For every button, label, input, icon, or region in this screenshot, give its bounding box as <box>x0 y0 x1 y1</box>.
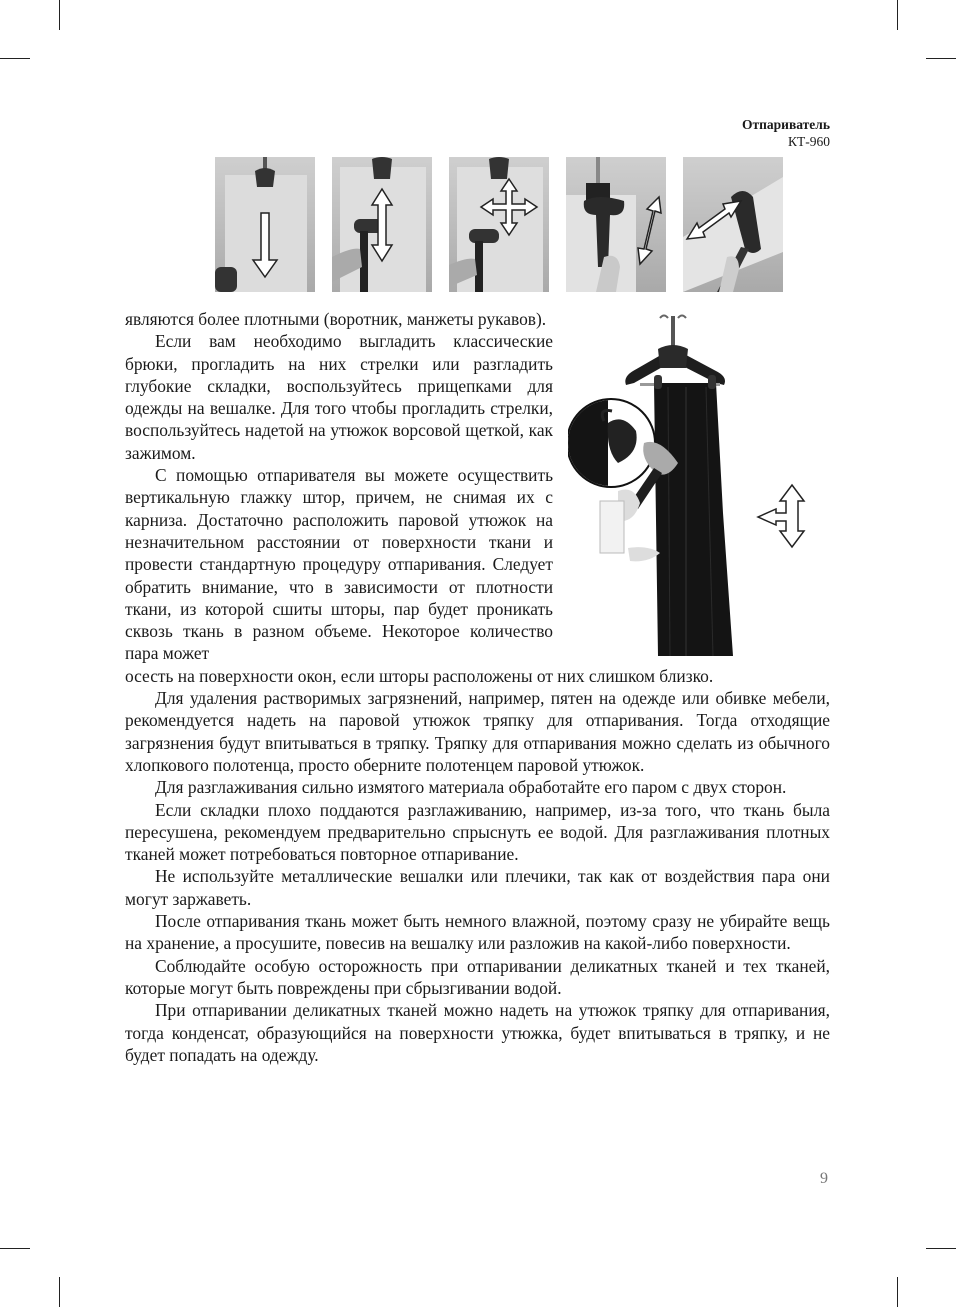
paragraph: Если складки плохо поддаются разглаживанию, например, из-за того, что ткань была пересушена, рекомендуем предварительно спрыснуть ее водой. Для разглаживания плотных тканей может потребоваться повторное отпаривание. <box>125 799 830 865</box>
header-title: Отпариватель <box>742 117 830 132</box>
paragraph: Соблюдайте особую осторожность при отпаривании деликатных тканей и тех тканей, которые могут быть повреждены при сбрызгивании водой. <box>125 955 830 998</box>
body-text <box>125 308 830 1066</box>
crop-mark <box>0 58 30 59</box>
paragraph: Если вам необходимо выгладить классические брюки, прогладить на них стрелки или разгладить глубокие складки, воспользуйтесь прищепками для одежды на вешалке. Для того чтобы прогладить стрелки, воспользуйтесь надетой на утюжок ворсовой щеткой, как зажимом. <box>125 331 553 463</box>
photo-shirt-arrow-down <box>215 157 315 292</box>
paragraph: являются более плотными (воротник, манжеты рукавов). <box>125 309 547 329</box>
narrow-column <box>125 308 553 665</box>
crop-mark <box>897 0 898 30</box>
photo-sleeve-arrow-diagonal <box>683 157 783 292</box>
crop-mark <box>897 1277 898 1307</box>
paragraph: При отпаривании деликатных тканей можно надеть на утюжок тряпку для отпаривания, тогда конденсат, образующийся на поверхности утюжка, будет впитываться в тряпку, и не будет попадать на одежду. <box>125 1000 830 1065</box>
paragraph: С помощью отпаривателя вы можете осуществить вертикальную глажку штор, причем, не снимая их с карниза. Достаточно расположить паровой утюжок на незначительном расстоянии от поверхности ткани и провести стандартную процедуру отпаривания. Следует обратить внимание, что в зависимости от плотности ткани, из которой сшиты шторы, пар будет проникать сквозь ткань в разном объеме. Некоторое количество пара может <box>125 465 553 664</box>
crop-mark <box>0 1248 30 1249</box>
crop-mark <box>926 58 956 59</box>
photo-shirt-arrow-four-way <box>449 157 549 292</box>
header-model: КТ-960 <box>788 134 830 149</box>
paragraph: Для удаления растворимых загрязнений, например, пятен на одежде или обивке мебели, рекомендуется надеть на паровой утюжок тряпку для отпаривания. Тогда отходящие загрязнения будут впитываться в тряпку. Тряпку для отпаривания можно сделать из обычного хлопкового полотенца, просто оберните полотенцем паровой утюжок. <box>125 688 830 775</box>
page-number: 9 <box>820 1170 828 1187</box>
crop-mark <box>59 0 60 30</box>
crop-mark <box>59 1277 60 1307</box>
paragraph: После отпаривания ткань может быть немного влажной, поэтому сразу не убирайте вещь на хранение, а просушите, повесив на вешалку или разложив на какой-либо поверхности. <box>125 911 830 954</box>
paragraph: Для разглаживания сильно измятого материала обработайте его паром с двух сторон. <box>155 777 787 798</box>
paragraph: осесть на поверхности окон, если шторы расположены от них слишком близко. <box>125 665 714 686</box>
photo-shirt-arrow-vertical <box>332 157 432 292</box>
running-header <box>742 116 830 150</box>
crop-mark <box>926 1248 956 1249</box>
paragraph: Не используйте металлические вешалки или плечики, так как от воздействия пара они могут заржаветь. <box>125 866 830 909</box>
photo-collar-arrow-diagonal <box>566 157 666 292</box>
